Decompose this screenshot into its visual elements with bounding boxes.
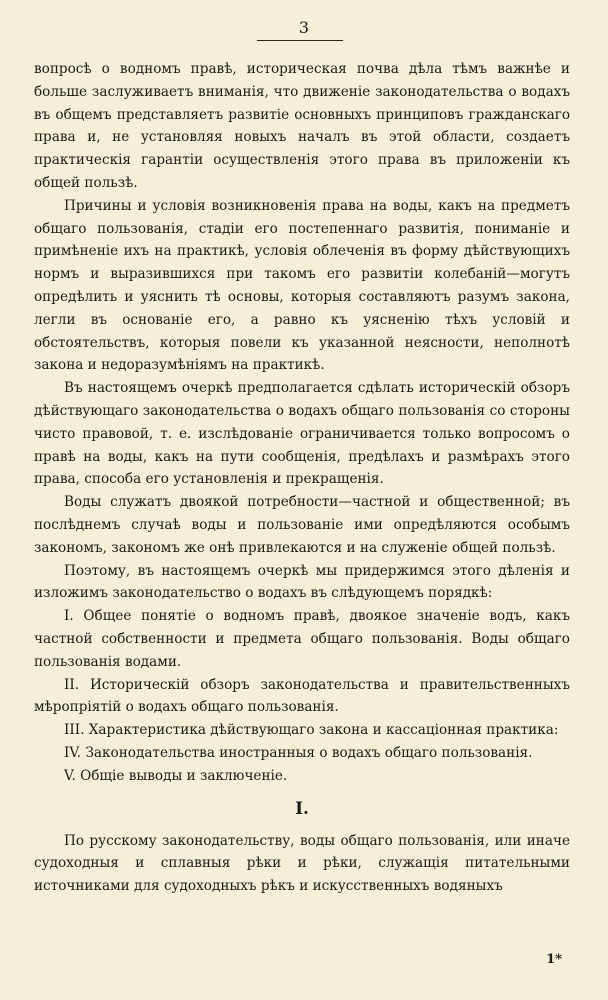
header-rule xyxy=(257,40,343,41)
outline-item: IV. Законодательства иностранныя о водахъ общаго пользованія. xyxy=(64,744,533,761)
paragraph: Воды служатъ двоякой потребности—частной и общественной; въ послѣднемъ случаѣ воды и пользованіе ими опредѣляются особымъ закономъ, закономъ же онѣ привлекаются и на служеніе общей пользѣ. xyxy=(34,494,570,556)
outline-item: III. Характеристика дѣйствующаго закона и кассаціонная практика: xyxy=(64,722,559,739)
paragraph: Въ настоящемъ очеркѣ предполагается сдѣлать историческій обзоръ дѣйствующаго законодательства о водахъ общаго пользованія со стороны чисто правовой, т. е. изслѣдованіе ограничивается только вопросомъ о правѣ на воды, какъ на пути сообщенія, предѣлахъ и размѣрахъ этого права, способа его установленія и прекращенія. xyxy=(34,380,570,488)
paragraph: Поэтому, въ настоящемъ очеркѣ мы придержимся этого дѣленія и изложимъ законодательство о водахъ въ слѣдующемъ порядкѣ: xyxy=(34,562,570,602)
page-number: 3 xyxy=(298,18,310,37)
body-text xyxy=(34,58,570,898)
signature-mark: 1* xyxy=(546,952,562,967)
outline-item: II. Историческій обзоръ законодательства и правительственныхъ мѣропріятій о водахъ общаго пользованія. xyxy=(34,676,570,716)
paragraph: По русскому законодательству, воды общаго пользованія, или иначе судоходныя и сплавныя рѣки и рѣки, служащія питательными источниками для судоходныхъ рѣкъ и искусственныхъ водяныхъ xyxy=(34,832,570,895)
outline-item: V. Общіе выводы и заключеніе. xyxy=(64,767,288,784)
paragraph: Причины и условія возникновенія права на воды, какъ на предметъ общаго пользованія, стадіи его постепеннаго развитія, пониманіе и примѣненіе ихъ на практикѣ, условія облеченія въ форму дѣйствующихъ нормъ и выразившихся при такомъ его развитіи колебаній—могутъ опредѣлить и уяснить тѣ основы, которыя составляютъ разумъ закона, легли въ основаніе его, а равно къ уясненію тѣхъ условій и обстоятельствъ, которыя повели къ указанной неясности, неполнотѣ закона и недоразумѣніямъ на практикѣ. xyxy=(34,197,570,374)
section-heading: I. xyxy=(295,798,309,819)
outline-item: I. Общее понятіе о водномъ правѣ, двоякое значеніе водъ, какъ частной собственности и предмета общаго пользованія. Воды общаго пользованія водами. xyxy=(34,608,570,670)
paragraph: вопросѣ о водномъ правѣ, историческая почва дѣла тѣмъ важнѣе и больше заслуживаетъ вниманія, что движеніе законодательства о водахъ въ общемъ представляетъ развитіе основныхъ принциповъ гражданскаго права и, не установляя новыхъ началъ въ этой области, создаетъ практическія гарантіи осуществленія этого права въ приложеніи къ общей пользѣ. xyxy=(34,61,570,191)
